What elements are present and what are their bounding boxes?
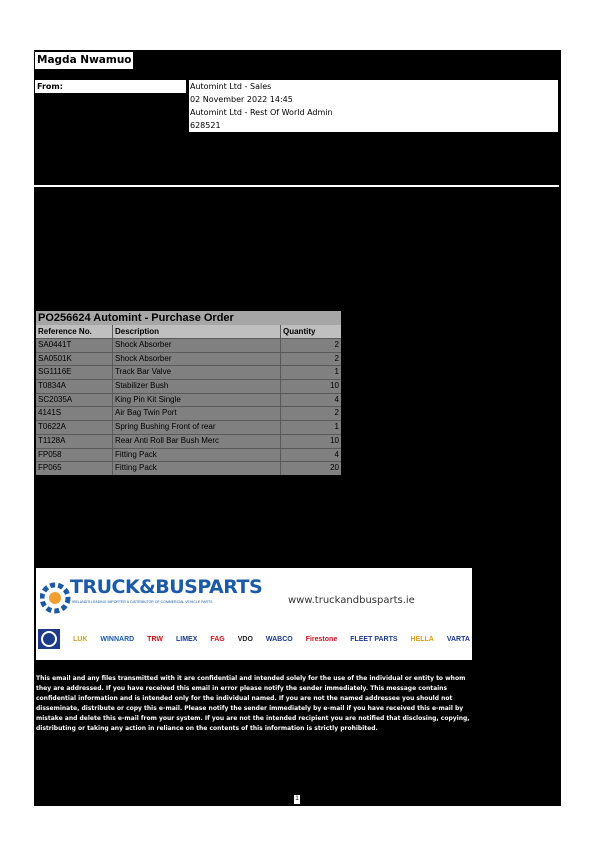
description-cell: Stabilizer Bush: [112, 380, 280, 393]
company-banner: [36, 568, 472, 660]
brand-logo: VDO: [237, 635, 253, 643]
brand-logo: TRW: [147, 635, 163, 643]
reference-cell: T0622A: [38, 422, 67, 432]
reference-cell: SA0501K: [38, 353, 72, 363]
reference-cell: FP058: [38, 449, 62, 459]
divider: [34, 185, 559, 187]
description-cell: Shock Absorber: [112, 353, 280, 366]
description-cell: Track Bar Valve: [112, 366, 280, 379]
description-cell: King Pin Kit Single: [112, 394, 280, 407]
reference-cell: SA0441T: [38, 340, 72, 349]
table-row: [36, 352, 341, 366]
table-row: [36, 434, 341, 448]
brand-logos: [38, 628, 470, 650]
page-number: 1: [295, 796, 299, 802]
table-row: [36, 379, 341, 393]
table-body: [36, 338, 341, 475]
table-row: [36, 420, 341, 434]
bearing-brand-icon: [38, 629, 60, 649]
logo-text: TRUCK&BUSPARTS: [70, 576, 263, 598]
reference-cell: 4141S: [38, 408, 62, 418]
table-row: [36, 365, 341, 379]
from-reference: 628521: [190, 121, 221, 130]
table-row: [36, 406, 341, 420]
description-cell: Rear Anti Roll Bar Bush Merc: [112, 435, 280, 448]
brand-logo: FLEET PARTS: [350, 635, 398, 643]
purchase-order-table: [36, 311, 341, 475]
quantity-cell: 1: [280, 366, 341, 379]
description-cell: Spring Bushing Front of rear: [112, 421, 280, 434]
reference-cell: SC2035A: [38, 394, 73, 404]
table-row: [36, 393, 341, 407]
table-row: [36, 461, 341, 475]
reference-cell: T0834A: [38, 381, 67, 391]
quantity-cell: 1: [280, 421, 341, 434]
quantity-cell: 10: [280, 380, 341, 393]
brand-logo: Firestone: [305, 635, 338, 643]
quantity-cell: 10: [280, 435, 341, 448]
quantity-cell: 20: [280, 462, 341, 475]
table-row: [36, 338, 341, 352]
brand-logo: FAG: [210, 635, 225, 643]
recipient-name: Magda Nwamuo: [35, 52, 133, 69]
website-link[interactable]: www.truckandbusparts.ie: [288, 595, 415, 606]
reference-cell: T1128A: [38, 435, 66, 445]
email-disclaimer: This email and any files transmitted with it are confidential and intended solely for the use of the individual or entity to whom they are addressed. If you have received this email in error please notify the sender immediately. This message contains confidential information and is intended only for the individual named. If you are not the named addressee you should not disseminate, distribute or copy this e-mail. Please notify the sender immediately by e-mail if you have received this e-mail by mistake and delete this e-mail from your system. If you are not the intended recipient you are notified that disclosing, copying, distributing or taking any action in reliance on the contents of this information is strictly prohibited.: [36, 675, 470, 732]
table-header-row: [36, 325, 341, 338]
quantity-cell: 2: [280, 407, 341, 420]
from-recipient: Automint Ltd - Rest Of World Admin: [190, 108, 333, 117]
reference-cell: FP065: [38, 463, 62, 473]
description-cell: Air Bag Twin Port: [112, 407, 280, 420]
brand-logo: WABCO: [265, 635, 293, 643]
header-reference: Reference No.: [38, 327, 92, 336]
description-cell: Shock Absorber: [112, 339, 280, 352]
brand-logo: LIMEX: [175, 635, 198, 643]
quantity-cell: 2: [280, 339, 341, 352]
purchase-order-title: PO256624 Automint - Purchase Order: [36, 311, 341, 325]
brand-logo: HELLA: [410, 635, 434, 643]
header-description: Description: [112, 325, 280, 338]
table-row: [36, 448, 341, 462]
header-quantity: Quantity: [280, 325, 341, 338]
from-details: [189, 80, 558, 132]
from-label: From:: [35, 80, 186, 93]
from-date: 02 November 2022 14:45: [190, 95, 293, 104]
brand-logo: VARTA: [446, 635, 470, 643]
logo-tagline: IRELAND'S LEADING IMPORTER & DISTRIBUTOR OF COMMERCIAL VEHICLE PARTS: [72, 600, 213, 604]
from-sender: Automint Ltd - Sales: [190, 82, 272, 91]
quantity-cell: 4: [280, 449, 341, 462]
description-cell: Fitting Pack: [112, 462, 280, 475]
quantity-cell: 4: [280, 394, 341, 407]
brand-logo: WINNARD: [100, 635, 135, 643]
quantity-cell: 2: [280, 353, 341, 366]
reference-cell: SG1116E: [38, 367, 72, 377]
description-cell: Fitting Pack: [112, 449, 280, 462]
brand-logo: LUK: [72, 635, 88, 643]
